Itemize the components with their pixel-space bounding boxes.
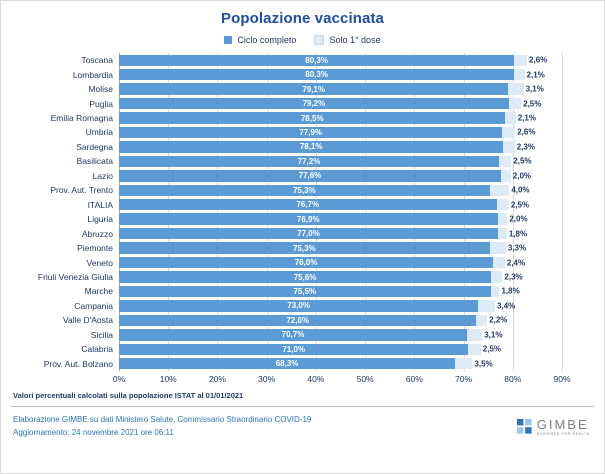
bar-value-solo-prima-dose: 2,0% [509,214,528,224]
bar-row-label: Umbria [85,127,113,138]
footer-credits [13,414,311,440]
bar-segment-solo-prima-dose [514,69,545,80]
bar-row-label: Lazio [92,170,113,181]
x-axis-tick-label: 10% [159,374,177,384]
bar-row-label: Liguria [87,214,113,225]
footer-line-1: Elaborazione GIMBE su dati Ministero Salute, Commissario Straordinario COVID-19 [13,415,312,424]
bar-value-solo-prima-dose: 3,1% [484,330,503,340]
bar-value-ciclo-completo: 75,3% [292,243,316,253]
bar-value-ciclo-completo: 79,1% [302,84,325,94]
bar-value-solo-prima-dose: 3,5% [474,359,493,369]
bar-value-ciclo-completo: 77,0% [297,229,320,239]
bar-value-solo-prima-dose: 2,1% [526,70,545,80]
bar-value-solo-prima-dose: 2,4% [506,258,526,268]
bar-row [87,198,562,212]
bar-value-ciclo-completo: 71,0% [282,344,306,354]
bar-row-label: Puglia [89,98,113,109]
footer-divider [11,406,594,407]
bar-row-label: Prov. Aut. Trento [50,185,113,196]
stacked-bar [119,228,528,239]
stacked-bar [119,300,516,311]
bar-value-solo-prima-dose: 2,5% [482,344,501,354]
bar-rows [37,53,562,371]
bar-row-label: Emilia Romagna [50,113,113,124]
bar-row [81,226,562,240]
bar-segment-solo-prima-dose [455,358,493,369]
bar-segment-ciclo-completo [119,286,491,297]
bar-segment-solo-prima-dose [491,286,520,297]
bar-row-label: Prov. Aut. Bolzano [43,358,113,369]
bar-value-solo-prima-dose: 2,5% [523,99,542,109]
logo-subtitle: EVIDENCE FOR HEALTH [536,431,590,436]
bar-segment-ciclo-completo [119,199,497,210]
bar-segment-ciclo-completo [119,315,476,326]
bar-value-solo-prima-dose: 2,3% [516,142,535,152]
bar-segment-ciclo-completo [119,228,498,239]
bar-segment-ciclo-completo [119,55,514,66]
bar-value-solo-prima-dose: 2,5% [513,156,532,166]
bar-row-label: Sardegna [76,141,113,152]
bar-value-ciclo-completo: 79,2% [302,99,326,109]
bar-value-ciclo-completo: 80,3% [305,55,328,65]
bar-value-ciclo-completo: 75,3% [292,185,316,195]
bar-value-solo-prima-dose: 2,3% [504,272,523,282]
bar-value-solo-prima-dose: 3,4% [497,301,516,311]
x-axis-tick-label: 70% [455,374,473,384]
stacked-bar [119,329,503,340]
bar-row [76,154,562,168]
bar-value-solo-prima-dose: 4,0% [511,185,530,195]
legend-item-ciclo-completo [224,35,296,45]
bar-value-ciclo-completo: 77,2% [297,156,321,166]
bar-row [50,111,562,125]
stacked-bar [119,112,536,123]
bar-value-solo-prima-dose: 2,0% [512,171,532,181]
x-axis [11,371,594,389]
bar-segment-ciclo-completo [119,213,498,224]
legend-swatch-ciclo-completo [224,36,232,44]
footer [13,414,590,440]
bar-row-label: Sicilia [90,329,113,340]
x-axis-tick-label: 50% [356,374,374,384]
x-axis-tick-label: 0% [112,374,126,384]
bar-row-label: Veneto [86,257,113,268]
bar-value-ciclo-completo: 75,6% [293,272,317,282]
bar-value-solo-prima-dose: 1,8% [508,229,528,239]
bar-segment-ciclo-completo [119,242,490,253]
logo-text [537,418,590,437]
stacked-bar [119,69,545,80]
stacked-bar [119,199,530,210]
bar-segment-ciclo-completo [119,344,468,355]
bar-segment-solo-prima-dose [468,344,501,355]
bar-segment-solo-prima-dose [497,199,530,210]
bar-row [62,313,562,327]
bar-segment-ciclo-completo [119,69,514,80]
bar-segment-ciclo-completo [119,185,490,196]
bar-value-ciclo-completo: 77,6% [298,171,322,181]
stacked-bar [119,213,528,224]
stacked-bar [119,55,548,66]
stacked-bar [119,156,532,167]
bar-row [90,328,562,342]
bar-row [92,169,562,183]
bar-row [77,241,562,255]
footer-line-2: Aggiornamento: 24 novembre 2021 ore 06:11 [13,427,174,437]
x-axis-tick-label: 60% [405,374,423,384]
bar-segment-ciclo-completo [119,271,491,282]
gridline [562,53,563,371]
legend-item-solo-prima-dose [314,35,380,45]
bar-row [74,299,562,313]
chart-footnote: Valori percentuali calcolati sulla popolazione ISTAT al 01/01/2021 [13,391,244,400]
bar-row [81,53,562,67]
chart-legend [1,35,604,45]
bar-segment-ciclo-completo [119,127,502,138]
bar-segment-solo-prima-dose [490,185,530,196]
bar-segment-ciclo-completo [119,257,493,268]
bar-segment-ciclo-completo [119,358,455,369]
stacked-bar [119,98,542,109]
bar-segment-solo-prima-dose [476,315,508,326]
bar-segment-solo-prima-dose [493,257,526,268]
bar-segment-solo-prima-dose [509,98,542,109]
bar-row-label: ITALIA [87,199,113,210]
bar-row [85,125,562,139]
bar-value-ciclo-completo: 75,5% [293,286,317,296]
x-axis-tick-label: 30% [258,374,276,384]
bar-value-solo-prima-dose: 3,1% [525,84,544,94]
bar-row [86,255,562,269]
bar-segment-solo-prima-dose [499,156,532,167]
bar-value-solo-prima-dose: 2,5% [510,200,530,210]
stacked-bar [119,257,526,268]
bar-row [37,270,562,284]
bar-value-solo-prima-dose: 1,8% [501,286,520,296]
bar-value-ciclo-completo: 70,7% [281,330,305,340]
bar-row [84,284,562,298]
bar-segment-ciclo-completo [119,329,467,340]
bar-segment-solo-prima-dose [505,112,536,123]
bar-row-label: Basilicata [76,156,113,167]
bar-row-label: Valle D'Aosta [62,315,113,326]
bar-segment-ciclo-completo [119,83,508,94]
legend-label-ciclo-completo: Ciclo completo [237,35,297,45]
bar-row-label: Friuli Venezia Giulia [37,272,113,283]
bar-value-solo-prima-dose: 2,1% [517,113,536,123]
x-axis-tick-label: 80% [504,374,522,384]
bar-row [76,140,562,154]
stacked-bar [119,170,532,181]
stacked-bar [119,271,523,282]
bar-row [43,357,562,371]
stacked-bar [119,358,493,369]
bar-segment-ciclo-completo [119,300,478,311]
bar-value-solo-prima-dose: 2,2% [489,315,508,325]
x-axis-tick-label: 40% [307,374,325,384]
bar-segment-solo-prima-dose [501,170,532,181]
bar-value-ciclo-completo: 80,3% [305,70,328,80]
bar-segment-solo-prima-dose [478,300,516,311]
bar-segment-solo-prima-dose [498,228,528,239]
stacked-bar [119,83,544,94]
bar-segment-ciclo-completo [119,170,501,181]
bar-value-ciclo-completo: 78,1% [299,142,323,152]
bar-segment-solo-prima-dose [508,83,544,94]
bar-row-label: Abruzzo [81,228,113,239]
legend-swatch-solo-prima-dose [314,35,324,45]
bar-value-ciclo-completo: 78,5% [300,113,324,123]
bar-value-solo-prima-dose: 2,6% [529,55,548,65]
bar-value-ciclo-completo: 72,6% [286,315,309,325]
bar-segment-solo-prima-dose [491,271,523,282]
stacked-bar [119,127,536,138]
bar-segment-solo-prima-dose [467,329,503,340]
bar-row-label: Campania [74,300,113,311]
bar-segment-solo-prima-dose [490,242,527,253]
bar-value-ciclo-completo: 76,9% [296,214,320,224]
stacked-bar [119,344,501,355]
bar-row-label: Toscana [81,55,113,66]
bar-row-label: Calabria [81,344,113,355]
stacked-bar [119,286,520,297]
bar-segment-ciclo-completo [119,98,509,109]
stacked-bar [119,315,508,326]
bar-value-ciclo-completo: 68,3% [275,359,299,369]
bar-segment-ciclo-completo [119,156,499,167]
bar-value-ciclo-completo: 76,7% [296,200,320,210]
bar-row-label: Marche [84,286,113,297]
bar-row [89,96,562,110]
bar-row [87,212,562,226]
chart-area [11,53,594,389]
bar-row [81,342,562,356]
bar-row-label: Molise [88,84,113,95]
bar-row [72,67,562,81]
bar-segment-solo-prima-dose [503,141,535,152]
stacked-bar [119,242,527,253]
bar-segment-solo-prima-dose [514,55,548,66]
bar-value-solo-prima-dose: 3,3% [507,243,527,253]
stacked-bar [119,185,530,196]
bar-value-ciclo-completo: 77,9% [299,127,323,137]
bar-row [50,183,562,197]
page-title: Popolazione vaccinata [221,10,384,27]
bar-row-label: Piemonte [77,243,113,254]
x-axis-tick-label: 90% [553,374,571,384]
bar-value-ciclo-completo: 76,0% [294,258,318,268]
bar-value-solo-prima-dose: 2,6% [517,127,536,137]
bar-row [88,82,562,96]
legend-label-solo-prima-dose: Solo 1° dose [329,35,381,45]
bar-value-ciclo-completo: 73,0% [287,301,310,311]
bar-segment-solo-prima-dose [498,213,528,224]
bar-segment-ciclo-completo [119,141,503,152]
gimbe-logo [517,418,590,437]
stacked-bar [119,141,535,152]
x-axis-tick-label: 20% [208,374,226,384]
logo-mark-icon [517,419,532,434]
bar-segment-solo-prima-dose [502,127,536,138]
logo-name: GIMBE [536,416,589,432]
bar-row-label: Lombardia [72,69,113,80]
plot-area [37,53,562,371]
bar-segment-ciclo-completo [119,112,505,123]
